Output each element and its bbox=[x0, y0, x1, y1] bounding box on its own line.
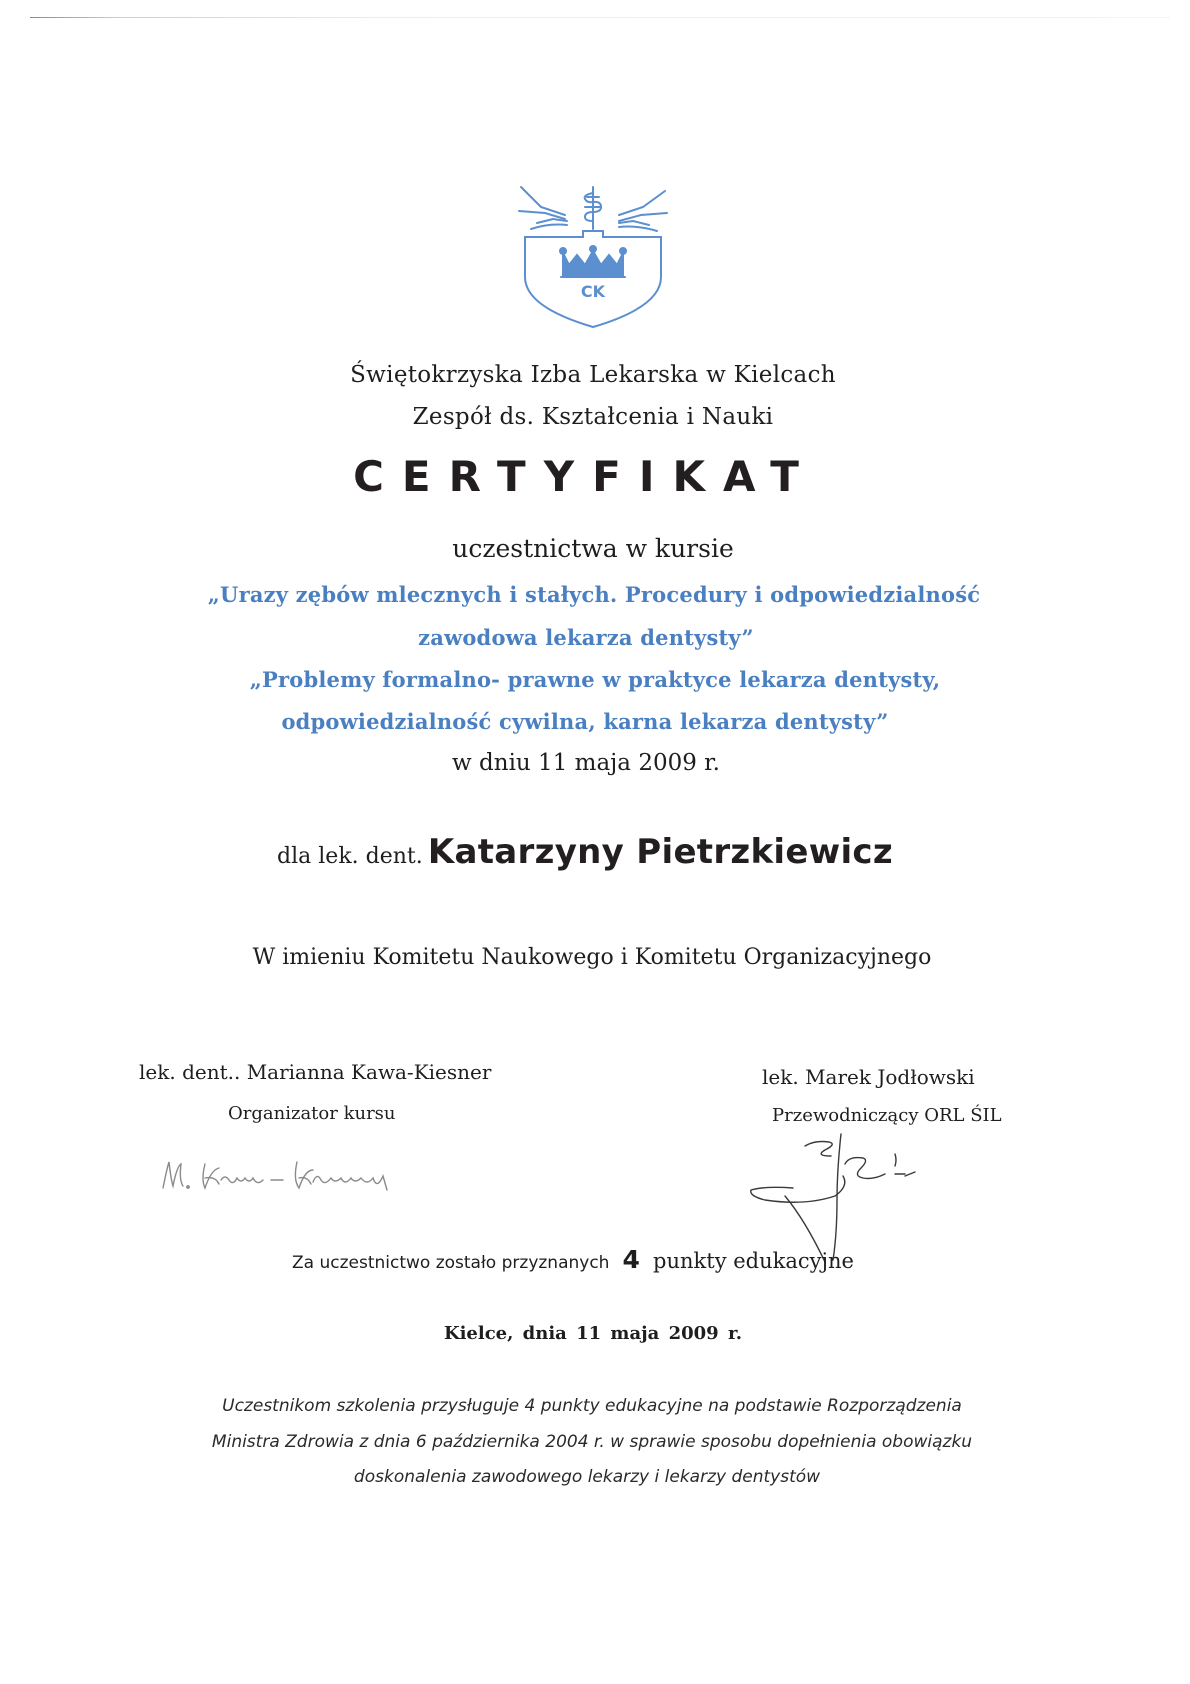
organization-name: Świętokrzyska Izba Lekarska w Kielcach bbox=[350, 362, 836, 388]
place-date: Kielce, dnia 11 maja 2009 r. bbox=[443, 1323, 743, 1344]
footnote-line: Ministra Zdrowia z dnia 6 października 2004 r. w sprawie sposobu dopełnienia obowiązku bbox=[211, 1432, 973, 1452]
recipient-name: Katarzyny Pietrzkiewicz bbox=[427, 832, 893, 872]
course-title-line: zawodowa lekarza dentysty” bbox=[418, 625, 754, 650]
department-name: Zespół ds. Kształcenia i Nauki bbox=[412, 404, 774, 430]
recipient-prefix: dla lek. dent. bbox=[277, 844, 423, 869]
points-suffix: punkty edukacyjne bbox=[653, 1249, 854, 1273]
certificate-title: CERTYFIKAT bbox=[353, 452, 817, 501]
scan-edge-line bbox=[30, 17, 1170, 18]
points-number: 4 bbox=[622, 1245, 640, 1274]
footnote-line: Uczestnikom szkolenia przysługuje 4 punkty edukacyjne na podstawie Rozporządzenia bbox=[222, 1396, 962, 1416]
course-date: w dniu 11 maja 2009 r. bbox=[452, 750, 720, 776]
logo-text: CK bbox=[580, 282, 606, 301]
course-intro: uczestnictwa w kursie bbox=[452, 534, 734, 563]
committee-line: W imieniu Komitetu Naukowego i Komitetu Organizacyjnego bbox=[252, 945, 932, 970]
signatory-role-left: Organizator kursu bbox=[228, 1103, 396, 1124]
points-line bbox=[0, 1245, 1168, 1274]
signatory-name-right: lek. Marek Jodłowski bbox=[762, 1065, 975, 1089]
signature-left-image bbox=[155, 1150, 425, 1210]
footnote-line: doskonalenia zawodowego lekarzy i lekarzy dentystów bbox=[353, 1467, 821, 1487]
chamber-logo-icon bbox=[513, 185, 673, 335]
course-title-line: „Problemy formalno- prawne w praktyce lekarza dentysty, bbox=[249, 667, 941, 692]
course-title-line: „Urazy zębów mlecznych i stałych. Procedury i odpowiedzialność bbox=[207, 582, 981, 607]
signatory-name-left: lek. dent.. Marianna Kawa-Kiesner bbox=[139, 1060, 492, 1084]
course-title-line: odpowiedzialność cywilna, karna lekarza dentysty” bbox=[281, 709, 889, 734]
points-prefix: Za uczestnictwo zostało przyznanych bbox=[292, 1253, 610, 1273]
signatory-role-right: Przewodniczący ORL ŚIL bbox=[772, 1105, 1002, 1126]
recipient bbox=[0, 832, 1180, 872]
